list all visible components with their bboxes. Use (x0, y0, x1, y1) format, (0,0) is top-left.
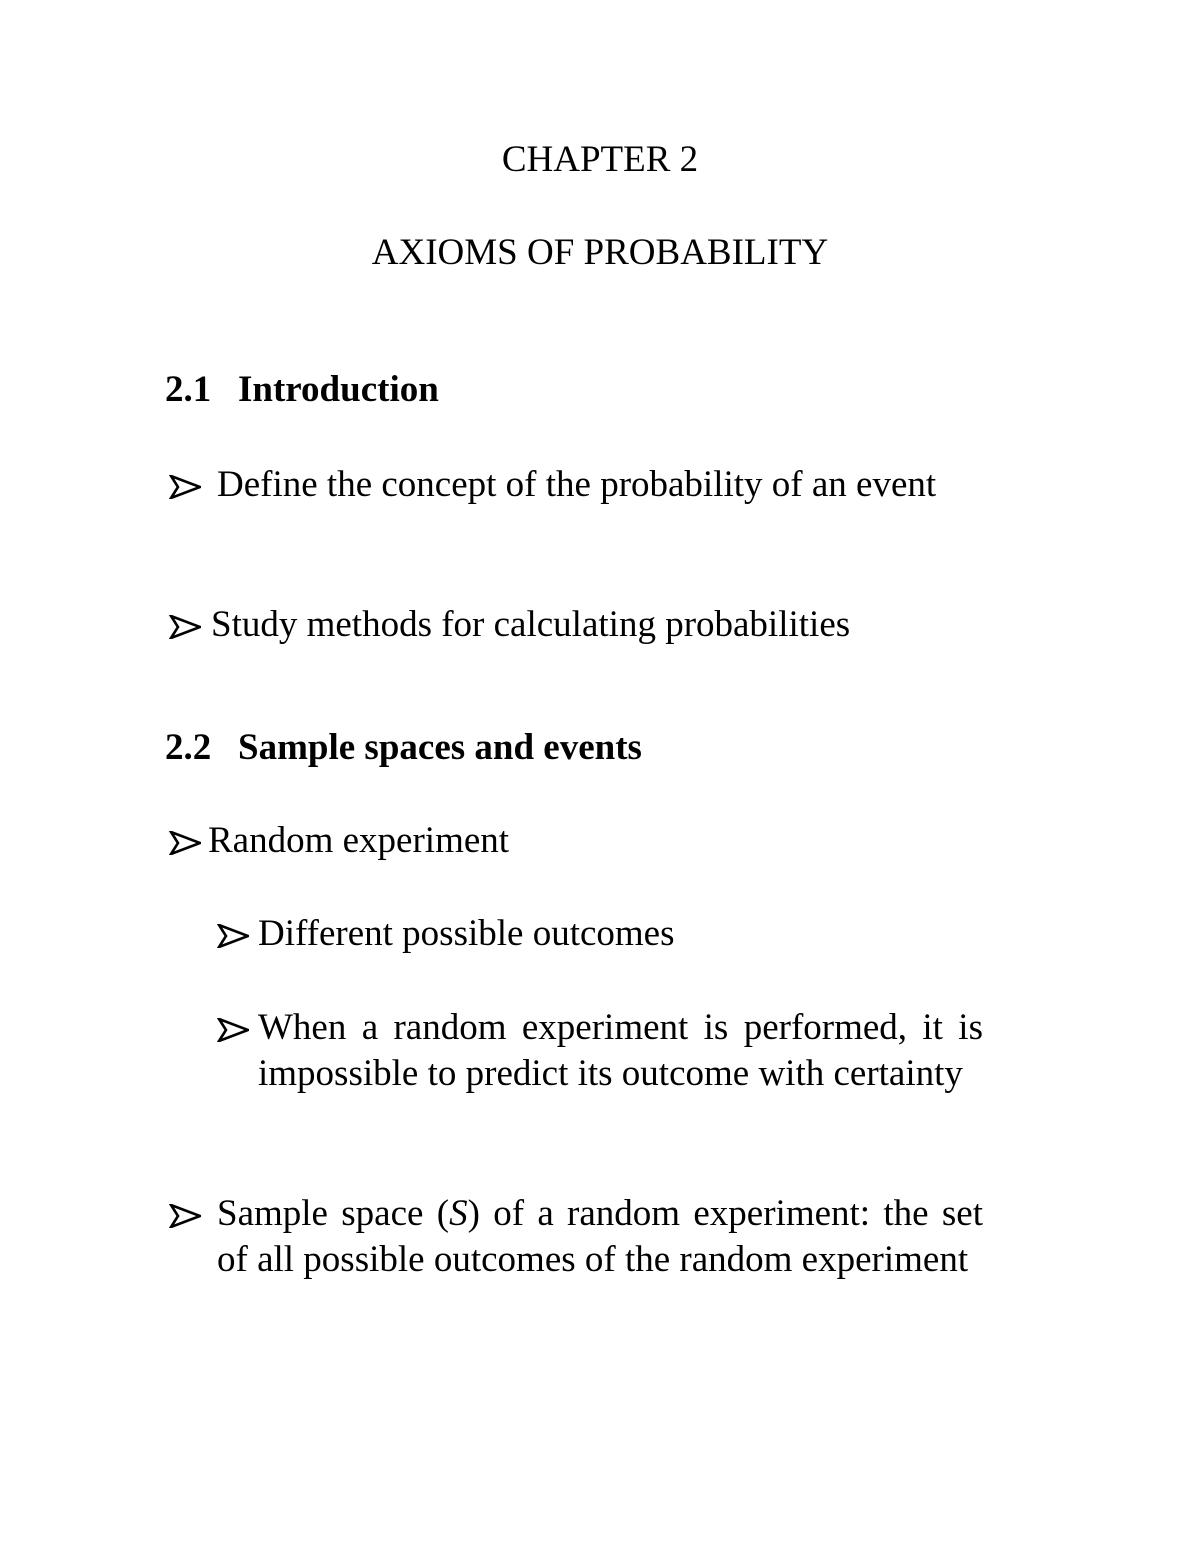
list-item-text: Random experiment (208, 820, 510, 861)
list-item (169, 462, 983, 508)
list-item-text: Study methods for calculating probabilities (211, 604, 851, 645)
list-item (169, 602, 983, 648)
arrowhead-bullet-icon (217, 1005, 251, 1051)
list-item (169, 818, 983, 864)
definition-suffix: ) of a random experiment: the set of all possible outcomes of the random experiment (217, 1193, 983, 1280)
list-item (169, 1191, 983, 1283)
section-title: Sample spaces and events (238, 727, 642, 768)
section-title: Introduction (238, 369, 439, 410)
list-item (217, 1005, 983, 1097)
arrowhead-bullet-icon (169, 462, 203, 508)
sample-space-symbol: S (449, 1193, 468, 1234)
list-item-text: Define the concept of the probability of an event (217, 464, 937, 505)
arrowhead-bullet-icon (217, 911, 251, 957)
chapter-title: AXIOMS OF PROBABILITY (371, 232, 829, 273)
section-number: 2.1 (165, 369, 212, 410)
section-number: 2.2 (165, 727, 212, 768)
section-heading-introduction (165, 368, 439, 412)
sample-space-definition (217, 1191, 983, 1283)
arrowhead-bullet-icon (169, 818, 203, 864)
list-item (217, 911, 983, 957)
arrowhead-bullet-icon (169, 602, 203, 648)
arrowhead-bullet-icon (169, 1191, 203, 1237)
list-item-text: Different possible outcomes (258, 913, 675, 954)
chapter-label: CHAPTER 2 (501, 139, 699, 180)
list-item-text: When a random experiment is performed, it is impossible to predict its outcome with certainty (258, 1007, 983, 1094)
definition-prefix: Sample space ( (217, 1193, 450, 1234)
section-heading-sample-spaces (165, 726, 642, 770)
